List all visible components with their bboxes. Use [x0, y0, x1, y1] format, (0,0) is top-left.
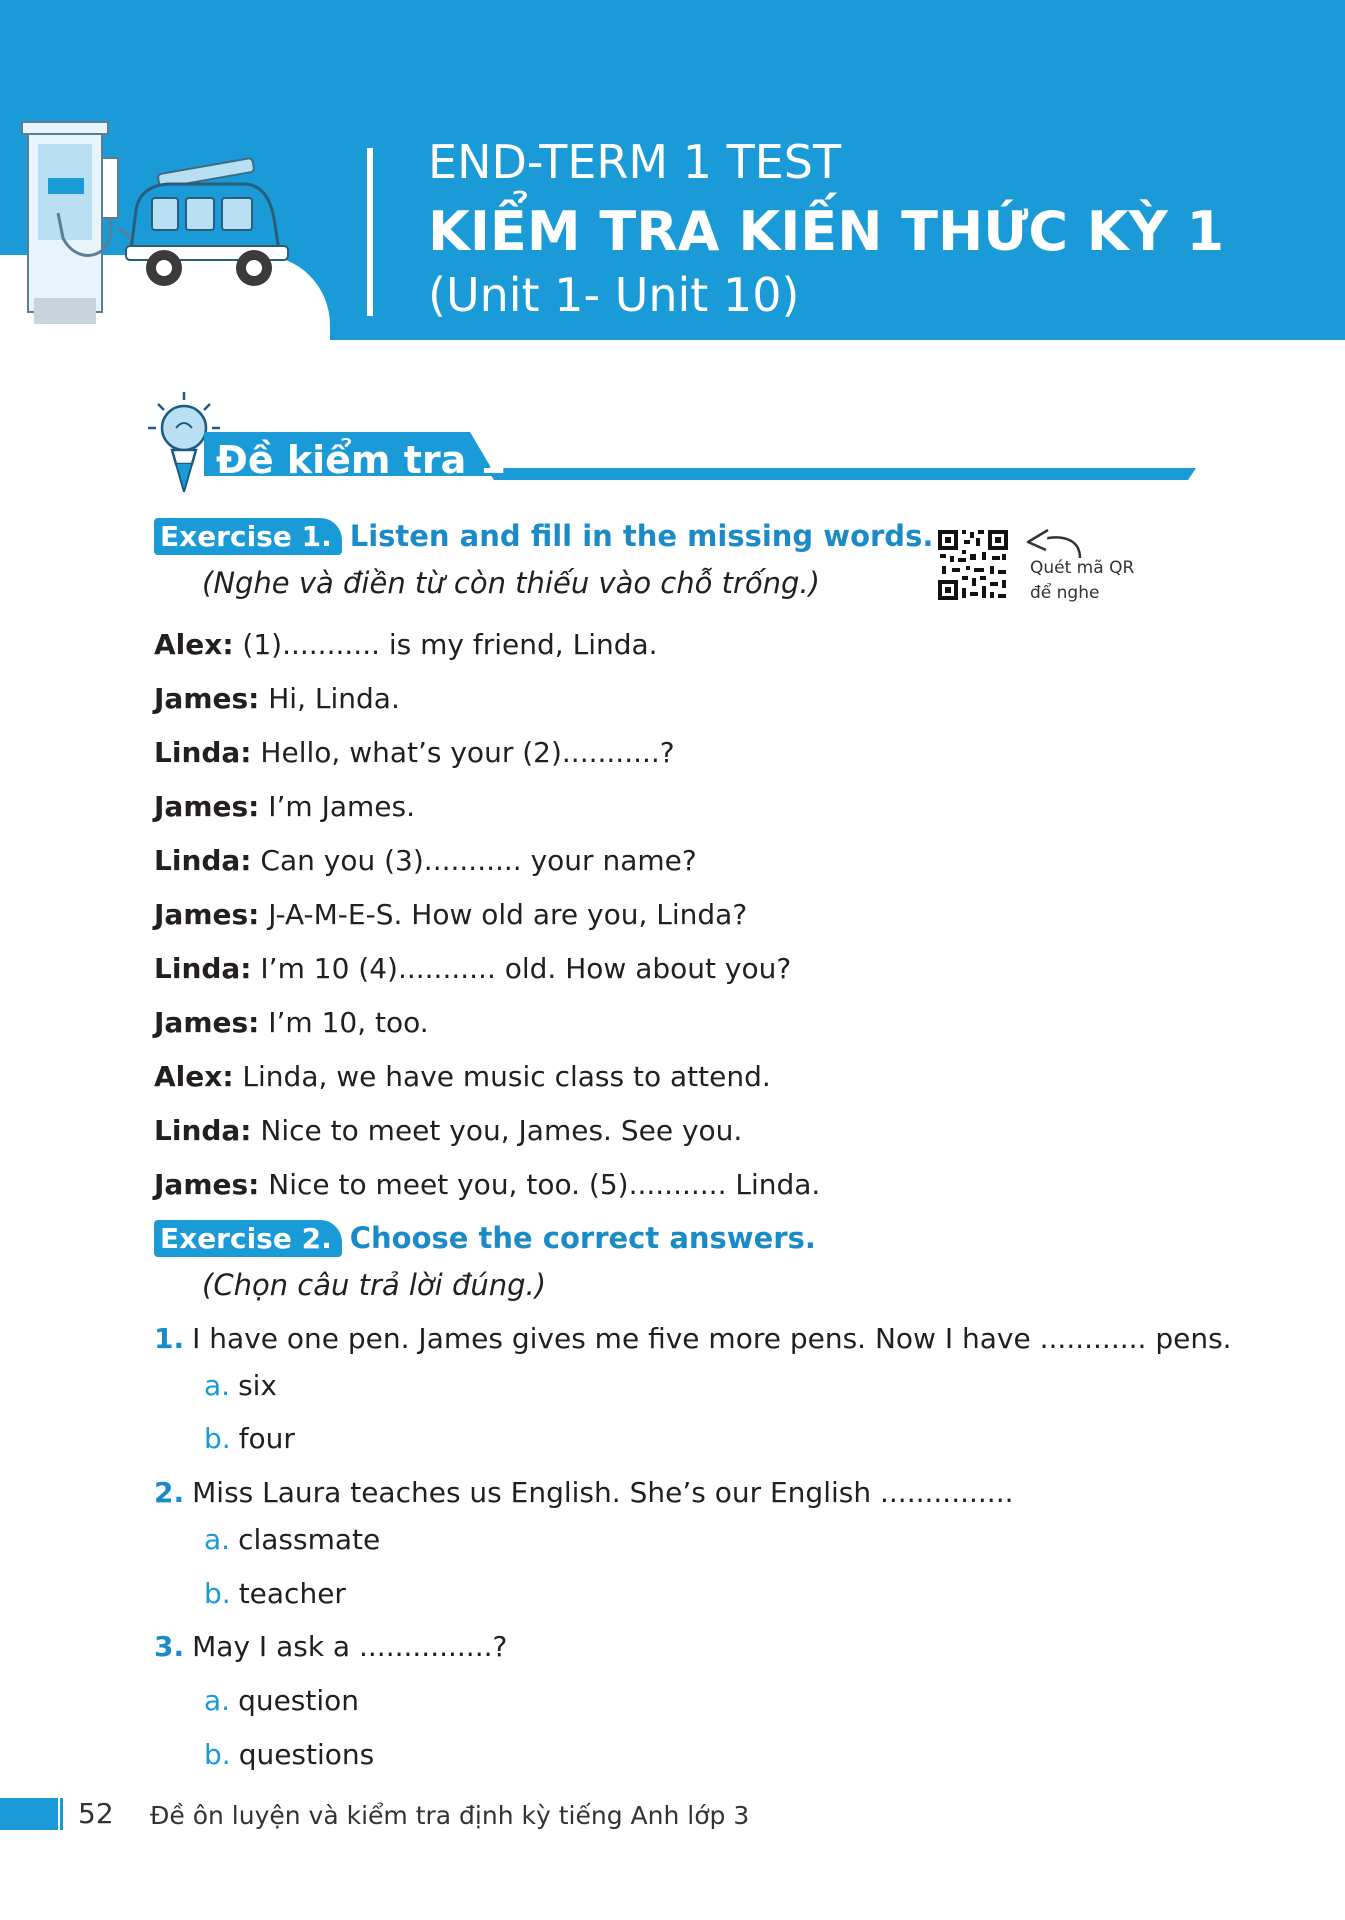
option-text: classmate — [238, 1523, 381, 1556]
dialogue-line — [154, 682, 400, 715]
speaker: Linda: — [154, 1114, 252, 1147]
header-divider — [367, 148, 373, 316]
dialogue-line — [154, 952, 791, 985]
qr-note-line2: để nghe — [1030, 583, 1100, 603]
option-text: question — [238, 1684, 360, 1717]
dialogue-line — [154, 1114, 742, 1147]
option-letter: a. — [204, 1684, 231, 1717]
line-text: Hello, what’s your (2)...........? — [260, 736, 675, 769]
option-letter: a. — [204, 1369, 231, 1402]
line-text: Nice to meet you, too. (5)........... Linda. — [268, 1168, 821, 1201]
speaker: Linda: — [154, 952, 252, 985]
option-text: questions — [238, 1738, 375, 1771]
dialogue-line — [154, 628, 658, 661]
dialogue-line — [154, 1060, 771, 1093]
option-letter: b. — [204, 1577, 231, 1610]
answer-option[interactable] — [204, 1577, 346, 1610]
dialogue-line — [154, 1168, 820, 1201]
footer-book-title: Đề ôn luyện và kiểm tra định kỳ tiếng Anh lớp 3 — [150, 1801, 750, 1830]
speaker: James: — [154, 682, 260, 715]
option-letter: b. — [204, 1422, 231, 1455]
question-text: May I ask a ...............? — [192, 1630, 508, 1663]
footer-accent-bar — [0, 1798, 58, 1830]
option-letter: b. — [204, 1738, 231, 1771]
line-text: Nice to meet you, James. See you. — [260, 1114, 743, 1147]
line-text: I’m 10 (4)........... old. How about you? — [260, 952, 792, 985]
line-text: Linda, we have music class to attend. — [242, 1060, 771, 1093]
line-text: Hi, Linda. — [268, 682, 400, 715]
exercise2-heading — [154, 1220, 816, 1257]
option-text: four — [238, 1422, 295, 1455]
line-text: J-A-M-E-S. How old are you, Linda? — [268, 898, 748, 931]
title-vietnamese: KIỂM TRA KIẾN THỨC KỲ 1 — [428, 200, 1225, 263]
question-number: 2. — [154, 1476, 185, 1509]
title-units: (Unit 1- Unit 10) — [428, 268, 800, 322]
line-text: (1)........... is my friend, Linda. — [242, 628, 658, 661]
speaker: James: — [154, 1168, 260, 1201]
exercise2-tag: Exercise 2. — [154, 1220, 342, 1257]
exercise1-vietnamese: (Nghe và điền từ còn thiếu vào chỗ trống.) — [202, 566, 820, 600]
question-text: Miss Laura teaches us English. She’s our English ............... — [192, 1476, 1014, 1509]
qr-note-line1: Quét mã QR — [1030, 558, 1135, 578]
dialogue-line — [154, 898, 747, 931]
question — [154, 1476, 1014, 1509]
answer-option[interactable] — [204, 1684, 359, 1717]
answer-option[interactable] — [204, 1523, 380, 1556]
footer-divider — [60, 1798, 63, 1830]
answer-option[interactable] — [204, 1369, 277, 1402]
dialogue-line — [154, 790, 415, 823]
section-title: Đề kiểm tra 1 — [216, 438, 506, 482]
option-text: teacher — [238, 1577, 346, 1610]
gas-station-car-illustration — [18, 118, 338, 328]
speaker: Alex: — [154, 628, 234, 661]
line-text: I’m James. — [268, 790, 415, 823]
answer-option[interactable] — [204, 1738, 374, 1771]
dialogue-line — [154, 736, 675, 769]
line-text: Can you (3)........... your name? — [260, 844, 697, 877]
exercise2-instruction: Choose the correct answers. — [349, 1221, 816, 1255]
title-english: END-TERM 1 TEST — [428, 135, 842, 189]
question — [154, 1630, 507, 1663]
line-text: I’m 10, too. — [268, 1006, 429, 1039]
qr-code-icon[interactable] — [936, 528, 1010, 602]
exercise1-tag: Exercise 1. — [154, 518, 342, 555]
question-number: 1. — [154, 1322, 185, 1355]
question-number: 3. — [154, 1630, 185, 1663]
speaker: James: — [154, 1006, 260, 1039]
answer-option[interactable] — [204, 1422, 295, 1455]
speaker: Linda: — [154, 736, 252, 769]
qr-note — [1030, 556, 1134, 606]
page-number: 52 — [78, 1797, 114, 1830]
exercise1-instruction: Listen and fill in the missing words. — [349, 519, 934, 553]
dialogue-line — [154, 844, 697, 877]
option-letter: a. — [204, 1523, 231, 1556]
question-text: I have one pen. James gives me five more pens. Now I have ............ pens. — [192, 1322, 1232, 1355]
speaker: James: — [154, 790, 260, 823]
speaker: Linda: — [154, 844, 252, 877]
exercise1-heading — [154, 518, 933, 555]
question — [154, 1322, 1232, 1355]
option-text: six — [238, 1369, 277, 1402]
exercise2-vietnamese: (Chọn câu trả lời đúng.) — [202, 1268, 547, 1302]
dialogue-line — [154, 1006, 429, 1039]
speaker: Alex: — [154, 1060, 234, 1093]
speaker: James: — [154, 898, 260, 931]
